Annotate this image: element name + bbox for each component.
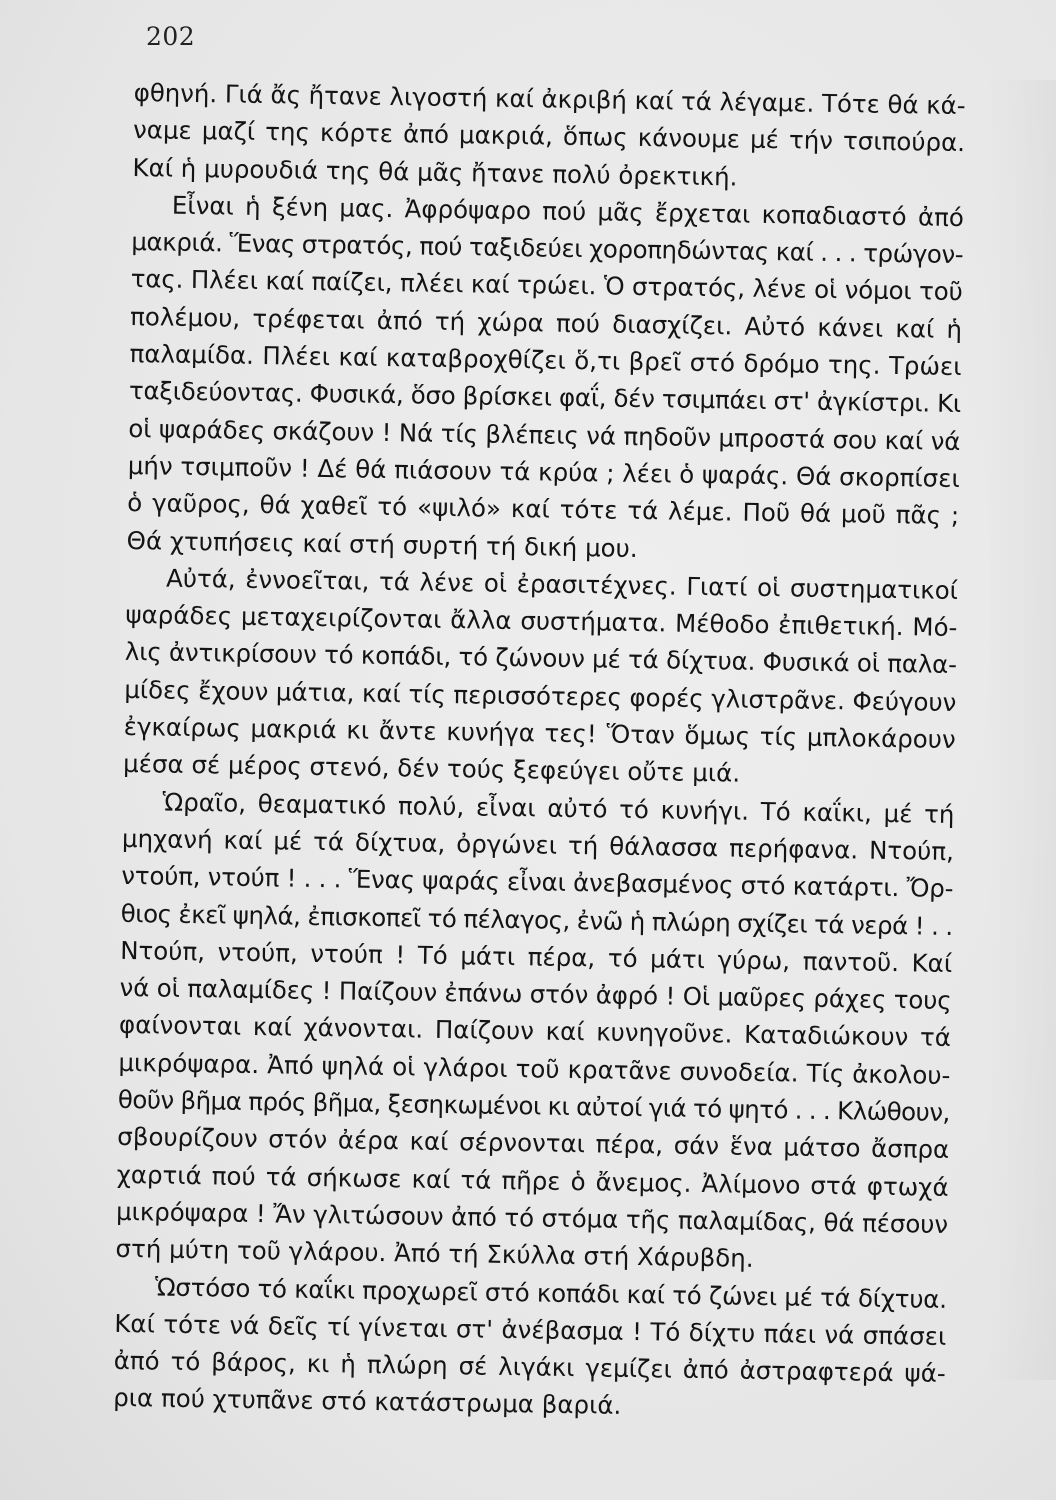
- text-line: μικρόψαρα ! Ἄν γλιτώσουν ἀπό τό στόμα τῆς παλαμίδας, θά πέσουν: [115, 1196, 949, 1239]
- text-line: ρια πού χτυπᾶνε στό κατάστρωμα βαριά.: [112, 1383, 622, 1421]
- text-line: θιος ἐκεῖ ψηλά, ἐπισκοπεῖ τό πέλαγος, ἐνῶ ἡ πλώρη σχίζει τά νερά ! . .: [120, 898, 953, 941]
- page-number: 202: [146, 22, 196, 51]
- text-line: Θά χτυπήσεις καί στή συρτή τή δική μου.: [126, 525, 638, 563]
- text-line: Ὡραῖο, θεαματικό πολύ, εἶναι αὐτό τό κυνήγι. Τό καΐκι, μέ τή: [162, 787, 955, 829]
- text-line: μήν τσιμποῦν ! Δέ θά πιάσουν τά κρύα ; λέει ὁ ψαράς. Θά σκορπίσει: [127, 450, 960, 493]
- text-line: Ντούπ, ντούπ, ντούπ ! Τό μάτι πέρα, τό μάτι γύρω, παντοῦ. Καί: [120, 935, 953, 978]
- show-through-shading: [986, 80, 1056, 1380]
- text-line: στή μύτη τοῦ γλάρου. Ἀπό τή Σκύλλα στή Χάρυβδη.: [115, 1234, 754, 1274]
- text-line: ἐγκαίρως μακριά κι ἄντε κυνήγα τες! Ὅταν ὅμως τίς μπλοκάρουν: [123, 711, 956, 755]
- text-line: μικρόψαρα. Ἀπό ψηλά οἱ γλάροι τοῦ κρατᾶνε συνοδεία. Τίς ἀκολου-: [118, 1047, 951, 1090]
- text-line: Ὡστόσο τό καΐκι προχωρεῖ στό κοπάδι καί τό ζώνει μέ τά δίχτυα.: [154, 1271, 948, 1314]
- paragraph-5: [113, 1267, 947, 1429]
- text-line: μακριά. Ἕνας στρατός, πού ταξιδεύει χοροπηδώντας καί . . . τρώγον-: [131, 227, 964, 270]
- text-line: ψαράδες μεταχειρίζονται ἄλλα συστήματα. Μέθοδο ἐπιθετική. Μό-: [125, 600, 958, 643]
- text-line: τας. Πλέει καί παίζει, πλέει καί τρώει. Ὁ στρατός, λένε οἱ νόμοι τοῦ: [130, 264, 963, 307]
- paragraph-1: [132, 74, 966, 199]
- paragraph-2: [126, 186, 964, 572]
- text-line: μηχανή καί μέ τά δίχτυα, ὀργώνει τή θάλασσα περήφανα. Ντούπ,: [121, 823, 955, 866]
- text-line: παλαμίδα. Πλέει καί καταβροχθίζει ὅ,τι βρεῖ στό δρόμο της. Τρώει: [129, 339, 962, 382]
- text-line: σβουρίζουν στόν ἀέρα καί σέρνονται πέρα, σάν ἕνα μάτσο ἄσπρα: [117, 1122, 950, 1165]
- text-line: φθηνή. Γιά ἄς ἤτανε λιγοστή καί ἀκριβή καί τά λέγαμε. Τότε θά κά-: [133, 77, 966, 121]
- text-line: λις ἀντικρίσουν τό κοπάδι, τό ζώνουν μέ τά δίχτυα. Φυσικά οἱ παλα-: [124, 637, 958, 680]
- text-line: ντούπ, ντούπ ! . . . Ἕνας ψαράς εἶναι ἀνεβασμένος στό κατάρτι. Ὄρ-: [121, 861, 954, 904]
- text-line: ταξιδεύοντας. Φυσικά, ὅσο βρίσκει φαΐ, δέν τσιμπάει στ' ἀγκίστρι. Κι: [128, 376, 962, 419]
- text-line: φαίνονται καί χάνονται. Παίζουν καί κυνηγοῦνε. Καταδιώκουν τά: [118, 1010, 952, 1053]
- text-line: μίδες ἔχουν μάτια, καί τίς περισσότερες φορές γλιστρᾶνε. Φεύγουν: [124, 674, 957, 717]
- text-line: Αὐτά, ἐννοεῖται, τά λένε οἱ ἐρασιτέχνες. Γιατί οἱ συστηματικοί: [165, 563, 959, 605]
- paragraph-3: [123, 559, 958, 796]
- text-line: ναμε μαζί της κόρτε ἀπό μακριά, ὅπως κάνουμε μέ τήν τσιπούρα.: [132, 115, 966, 158]
- text-line: μέσα σέ μέρος στενό, δέν τούς ξεφεύγει οὔτε μιά.: [122, 749, 741, 788]
- text-line: χαρτιά πού τά σήκωσε καί τά πῆρε ὁ ἄνεμος. Ἀλίμονο στά φτωχά: [116, 1159, 949, 1202]
- text-line: πολέμου, τρέφεται ἀπό τή χώρα πού διασχίζει. Αὐτό κάνει καί ἡ: [129, 301, 963, 344]
- paragraph-4: [115, 783, 955, 1281]
- text-line: θοῦν βῆμα πρός βῆμα, ξεσηκωμένοι κι αὐτοί γιά τό ψητό . . . Κλώθουν,: [117, 1084, 951, 1127]
- text-line: νά οἱ παλαμίδες ! Παίζουν ἐπάνω στόν ἀφρό ! Οἱ μαῦρες ράχες τους: [119, 973, 952, 1016]
- text-line: ὁ γαῦρος, θά χαθεῖ τό «ψιλό» καί τότε τά λέμε. Ποῦ θά μοῦ πᾶς ;: [127, 488, 960, 531]
- text-line: οἱ ψαράδες σκάζουν ! Νά τίς βλέπεις νά πηδοῦν μπροστά σου καί νά: [128, 413, 961, 456]
- text-line: Καί ἡ μυρουδιά της θά μᾶς ἤτανε πολύ ὀρεκτική.: [132, 152, 738, 192]
- text-line: Καί τότε νά δεῖς τί γίνεται στ' ἀνέβασμα ! Τό δίχτυ πάει νά σπάσει: [114, 1308, 947, 1351]
- text-line: ἀπό τό βάρος, κι ἡ πλώρη σέ λιγάκι γεμίζει ἀπό ἀστραφτερά ψά-: [113, 1345, 946, 1389]
- body-text: [113, 74, 966, 1430]
- text-line: Εἶναι ἡ ξένη μας. Ἀφρόψαρο πού μᾶς ἔρχεται κοπαδιαστό ἀπό: [171, 190, 965, 232]
